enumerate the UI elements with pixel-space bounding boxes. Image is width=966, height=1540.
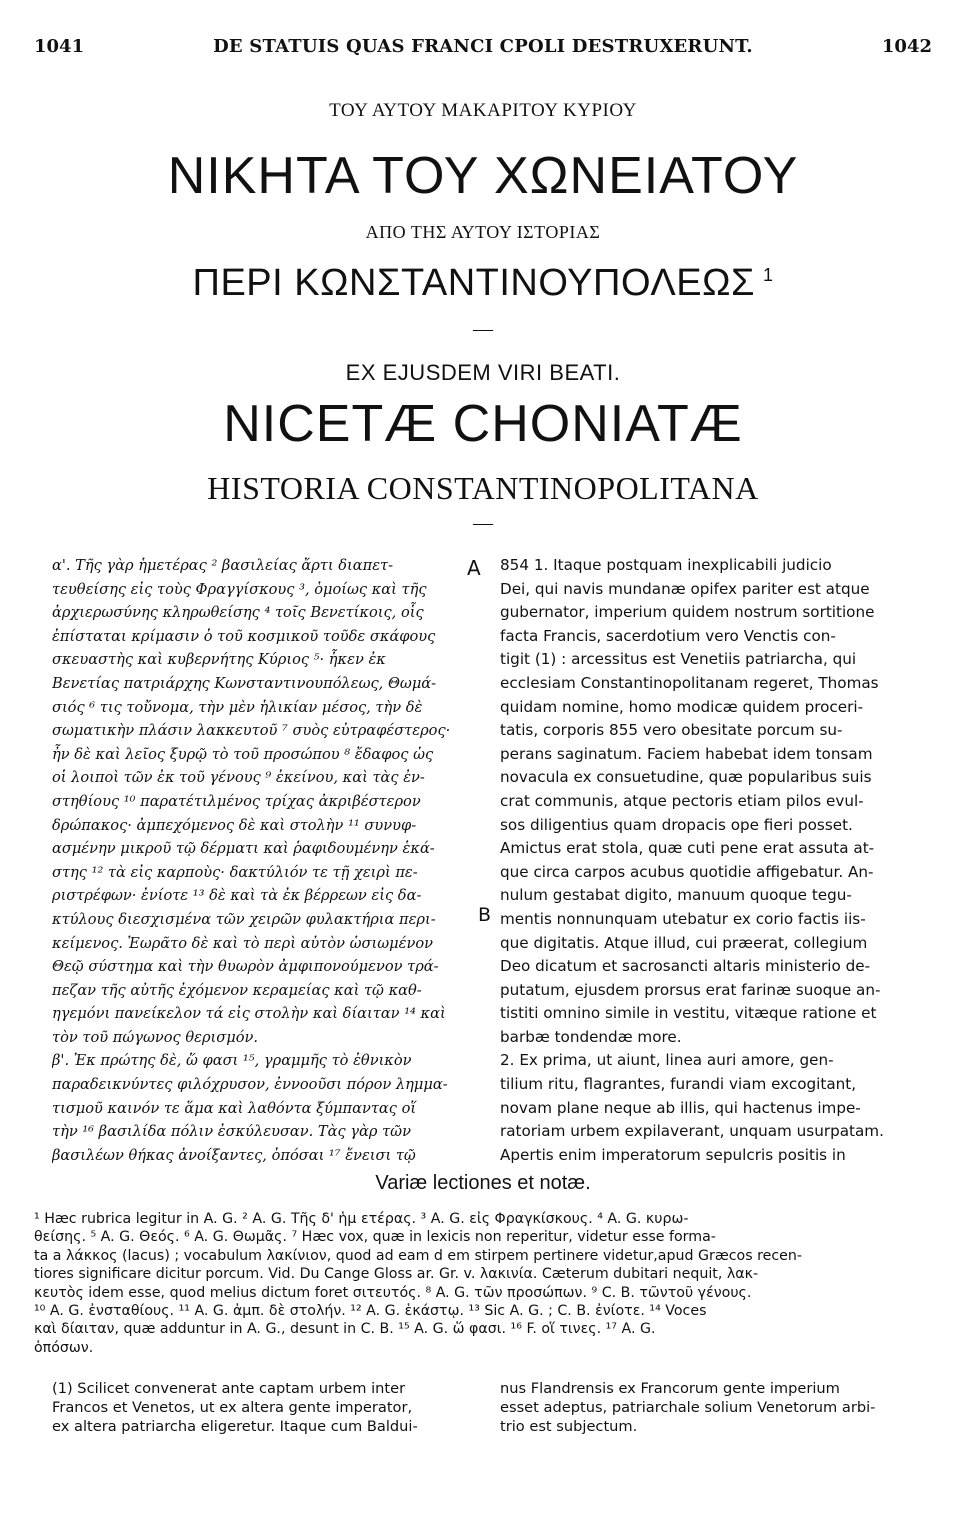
separator-dash: —	[473, 318, 493, 340]
greek-work-title-text: ΠΕΡΙ ΚΩΝΣΤΑΝΤΙΝΟΥΠΟΛΕΩΣ	[192, 262, 755, 304]
greek-text-line: β'. Ἐκ πρώτης δὲ, ὥ φασι ¹⁵, γραμμῆς τὸ ἐθνικὸν	[52, 1052, 412, 1070]
page-number-right: 1042	[881, 36, 932, 57]
latin-work-title: HISTORIA CONSTANTINOPOLITANA	[207, 470, 759, 506]
greek-text-line: Βενετίας πατριάρχης Κωνσταντινουπόλεως, Θωμά-	[52, 674, 437, 692]
latin-text-line: que digitatis. Atque illud, cui præerat, collegium	[500, 933, 868, 952]
greek-text-line: τευθείσης εἰς τοὺς Φραγγίσκους ³, ὁμοίως καὶ τῆς	[52, 580, 427, 598]
latin-text-line: ecclesiam Constantinopolitanam regeret, Thomas	[500, 673, 879, 692]
latin-author-title: NICETÆ CHONIATÆ	[223, 395, 743, 453]
latin-text-line: Dei, qui navis mundanæ opifex pariter est atque	[500, 579, 870, 598]
latin-text-line: mentis nonnunquam utebatur ex corio factis iis-	[500, 909, 866, 928]
latin-text-line: tatis, corporis 855 vero obesitate porcum su-	[500, 721, 843, 740]
latin-text-line: quidam nomine, homo modicæ quidem proceri-	[500, 697, 864, 716]
variae-note-line: καὶ δίαιταν, quæ adduntur in A. G., desunt in C. B. ¹⁵ A. G. ὥ φασι. ¹⁶ F. οἵ τινες. ¹⁷ A. G.	[34, 1321, 656, 1338]
variae-note-line: ὁπόσων.	[34, 1339, 94, 1356]
greek-text-line: Θεῷ σύστημα καὶ τὴν θυωρὸν ἀμφιπονούμενον τρά-	[52, 958, 439, 976]
footnote-line: nus Flandrensis ex Francorum gente imperium	[500, 1380, 840, 1397]
running-head	[34, 36, 932, 60]
latin-text-column	[500, 554, 932, 1167]
margin-marker-a: A	[467, 556, 481, 580]
greek-text-line: δρώπακος· ἀμπεχόμενος δὲ καὶ στολὴν ¹¹ συνυφ-	[52, 816, 417, 834]
footnote-line: (1) Scilicet convenerat ante captam urbem inter	[52, 1380, 406, 1397]
greek-text-line: στηθίους ¹⁰ παρατέτιλμένος τρίχας ἀκριβέστερον	[52, 792, 421, 810]
title-note-marker: 1	[762, 265, 774, 286]
footnote-left	[52, 1380, 472, 1436]
variae-note-line: θείσης. ⁵ A. G. Θεός. ⁶ A. G. Θωμᾶς. ⁷ Hæc vox, quæ in lexicis non reperitur, videtur esse forma-	[34, 1229, 716, 1246]
footnote-line: ex altera patriarcha eligeretur. Itaque cum Baldui-	[52, 1417, 418, 1435]
greek-text-line: ασμένην μικροῦ τῷ δέρματι καὶ ῥαφιδουμένην ἑκά-	[52, 840, 435, 858]
latin-text-line: barbæ tondendæ more.	[500, 1027, 682, 1046]
greek-author-title: ΝΙΚΗΤΑ ΤΟΥ ΧΩΝΕΙΑΤΟΥ	[167, 147, 799, 205]
latin-text-line: que circa carpos acubus quotidie affigebatur. An-	[500, 862, 874, 881]
greek-text-line: ἦν δὲ καὶ λεῖος ξυρῷ τὸ τοῦ προσώπου ⁸ ἔδαφος ὡς	[52, 745, 434, 763]
separator-dash: —	[473, 512, 493, 534]
greek-text-line: παραδεικνύντες φιλόχρυσον, ἐννοοῦσι πόρον λημμα-	[52, 1076, 448, 1094]
greek-text-line: ἀρχιερωσύνης κληρωθείσης ⁴ τοῖς Βενετίκοις, οἷς	[52, 604, 424, 622]
variae-note-line: κευτὸς idem esse, quod melius dictum foret σιτευτός. ⁸ A. G. τῶν προσώπων. ⁹ C. B. τῶντοῦ γένους.	[34, 1284, 752, 1301]
latin-pre-title: EX EJUSDEM VIRI BEATI.	[345, 360, 621, 385]
page-number-left: 1041	[34, 36, 85, 57]
latin-text-line: nulum gestabat digito, manuum quoque tegu-	[500, 886, 852, 905]
latin-text-line: gubernator, imperium quidem nostrum sortitione	[500, 603, 875, 622]
greek-text-line: πεζαν τῆς αὐτῆς ἐχόμενον κεραμείας καὶ τῷ καθ-	[52, 981, 422, 999]
footnote-line: trio est subjectum.	[500, 1417, 638, 1435]
footnote-right	[500, 1380, 932, 1436]
greek-text-line: βασιλέων θήκας ἀνοίξαντες, ὁπόσαι ¹⁷ ἔνεισι τῷ	[52, 1146, 416, 1164]
greek-text-line: κτύλους διεσχισμένα τῶν χειρῶν φυλακτήρια περι-	[52, 910, 436, 928]
latin-text-line: putatum, ejusdem prorsus erat farinæ suoque an-	[500, 980, 881, 999]
latin-text-line: Amictus erat stola, quæ cuti pene erat assuta at-	[500, 839, 875, 858]
variae-note-line: ¹⁰ A. G. ἐνσταθίους. ¹¹ A. G. ἀμπ. δὲ στολήν. ¹² A. G. ἑκάστῳ. ¹³ Sic A. G. ; C. B. ἐνίοτε. ¹⁴ Voces	[34, 1303, 707, 1320]
greek-text-line: σωματικὴν πλάσιν λακκευτοῦ ⁷ συὸς εὐτραφέστερος·	[52, 722, 451, 740]
greek-text-line: ριστρέφων· ἐνίοτε ¹³ δὲ καὶ τὰ ἐκ βέρρεων εἰς δα-	[52, 887, 422, 905]
footnote-line: esset adeptus, patriarchale solium Venetorum arbi-	[500, 1398, 876, 1416]
latin-text-line: facta Francis, sacerdotium vero Venctis con-	[500, 626, 836, 645]
greek-pre-title: ΤΟΥ ΑΥΤΟΥ ΜΑΚΑΡΙΤΟΥ ΚΥΡΙΟΥ	[329, 100, 637, 121]
latin-text-line: ratoriam urbem expilaverant, unquam usurpatam.	[500, 1122, 884, 1141]
variae-note-line: ¹ Hæc rubrica legitur in A. G. ² A. G. Τῆς δ' ἡμ ετέρας. ³ A. G. εἰς Φραγκίσκους. ⁴ A. G. κυρω-	[34, 1211, 689, 1227]
latin-text-line: crat communis, atque pectoris etiam pilos evul-	[500, 791, 864, 810]
greek-text-column	[52, 554, 462, 1167]
greek-from-line: ΑΠΟ ΤΗΣ ΑΥΤΟΥ ΙΣΤΟΡΙΑΣ	[365, 222, 601, 242]
latin-text-line: perans saginatum. Faciem habebat idem tonsam	[500, 744, 873, 763]
latin-text-line: sos diligentius quam dropacis ope fieri posset.	[500, 815, 853, 834]
latin-text-line: tigit (1) : arcessitus est Venetiis patriarcha, qui	[500, 650, 857, 669]
latin-text-line: novacula ex consuetudine, quæ popularibus suis	[500, 768, 872, 787]
greek-text-line: τισμοῦ καινόν τε ἅμα καὶ λαθόντα ξύμπαντας οἵ	[52, 1099, 417, 1117]
latin-text-line: tilium ritu, flagrantes, furandi viam excogitant,	[500, 1075, 857, 1094]
greek-text-line: ἐπίσταται κρίμασιν ὁ τοῦ κοσμικοῦ τοῦδε σκάφους	[52, 627, 436, 645]
greek-text-line: στης ¹² τὰ εἰς καρποὺς· δακτύλιόν τε τῇ χειρὶ πε-	[52, 863, 418, 881]
greek-text-line: τὴν ¹⁶ βασιλίδα πόλιν ἐσκύλευσαν. Τὰς γὰρ τῶν	[52, 1123, 411, 1141]
greek-text-line: οἱ λοιποὶ τῶν ἐκ τοῦ γένους ⁹ ἐκείνου, καὶ τὰς ἐν-	[52, 769, 425, 787]
latin-text-line: 2. Ex prima, ut aiunt, linea auri amore, gen-	[500, 1051, 834, 1070]
variae-note-line: ta a λάκκος (lacus) ; vocabulum λακίνιον, quod ad eam d em stirpem pertinere videtur,apud Græcos recen-	[34, 1247, 803, 1264]
latin-text-line: Apertis enim imperatorum sepulcris positis in	[500, 1145, 846, 1164]
greek-text-line: ηγεμόνι πανείκελον τά εἰς στολὴν καὶ δίαιταν ¹⁴ καὶ	[52, 1005, 446, 1023]
latin-text-line: 854 1. Itaque postquam inexplicabili judicio	[500, 556, 832, 574]
footnote-line: Francos et Venetos, ut ex altera gente imperator,	[52, 1398, 413, 1416]
greek-text-line: σκευαστὴς καὶ κυβερνήτης Κύριος ⁵· ἧκεν ἐκ	[52, 651, 386, 669]
latin-text-line: Deo dicatum et sacrosancti altaris ministerio de-	[500, 957, 871, 976]
variae-heading: Variæ lectiones et notæ.	[375, 1172, 591, 1194]
greek-text-line: τὸν τοῦ πώγωνος θερισμόν.	[52, 1028, 258, 1046]
variae-notes	[34, 1210, 932, 1357]
margin-marker-b: B	[478, 904, 492, 926]
latin-text-line: tistiti omnino simile in vestitu, vitæque ratione et	[500, 1004, 877, 1023]
latin-text-line: novam plane neque ab illis, qui hactenus impe-	[500, 1098, 861, 1117]
running-title: DE STATUIS QUAS FRANCI CPOLI DESTRUXERUNT.	[213, 36, 753, 57]
greek-work-title	[0, 262, 966, 305]
greek-text-line: κείμενος. Ἑωρᾶτο δὲ καὶ τὸ περὶ αὐτὸν ὡσιωμένον	[52, 934, 433, 952]
greek-text-line: σιός ⁶ τις τοὔνομα, τὴν μὲν ἡλικίαν μέσος, τὴν δὲ	[52, 698, 423, 716]
greek-text-line: α'. Τῆς γὰρ ἡμετέρας ² βασιλείας ἄρτι διαπετ-	[52, 557, 394, 574]
variae-note-line: tiores significare dicitur porcum. Vid. Du Cange Gloss ar. Gr. v. λακινία. Cæterum dubitari nequit, λακ-	[34, 1266, 759, 1283]
